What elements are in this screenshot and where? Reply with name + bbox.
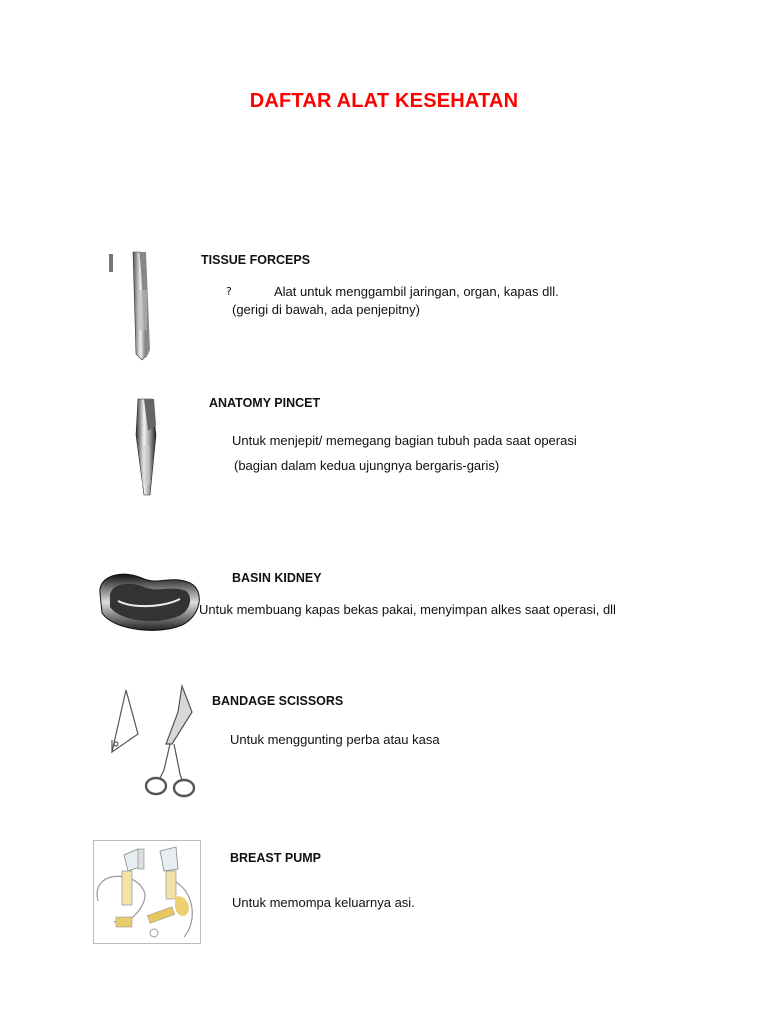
item-desc-bandage-scissors-1: Untuk menggunting perba atau kasa [230, 732, 440, 747]
bandage-scissors-image [104, 682, 200, 802]
item-desc-tissue-forceps-1: Alat untuk menggambil jaringan, organ, kapas dll. [274, 284, 559, 299]
bullet-icon: ? [226, 285, 232, 298]
item-heading-bandage-scissors: BANDAGE SCISSORS [212, 694, 344, 708]
breast-pump-icon [94, 841, 200, 943]
bandage-scissors-icon [104, 682, 200, 802]
item-heading-breast-pump: BREAST PUMP [230, 851, 321, 865]
anatomy-pincet-icon [100, 395, 192, 510]
item-desc-breast-pump-1: Untuk memompa keluarnya asi. [232, 895, 415, 910]
tissue-forceps-image [96, 250, 188, 368]
item-heading-basin-kidney: BASIN KIDNEY [232, 571, 322, 585]
item-desc-basin-kidney-1: Untuk membuang kapas bekas pakai, menyimpan alkes saat operasi, dll [199, 602, 616, 617]
item-desc-tissue-forceps-2: (gerigi di bawah, ada penjepitny) [232, 302, 420, 317]
item-heading-tissue-forceps: TISSUE FORCEPS [201, 253, 311, 267]
page-title: DAFTAR ALAT KESEHATAN [249, 90, 519, 112]
kidney-basin-icon [94, 565, 204, 640]
item-desc-anatomy-pincet-1: Untuk menjepit/ memegang bagian tubuh pada saat operasi [232, 433, 577, 448]
anatomy-pincet-image [100, 395, 192, 510]
tissue-forceps-icon [96, 250, 188, 368]
item-desc-anatomy-pincet-2: (bagian dalam kedua ujungnya bergaris-garis) [234, 458, 500, 473]
kidney-basin-image [94, 565, 204, 640]
breast-pump-image [93, 840, 201, 944]
item-heading-anatomy-pincet: ANATOMY PINCET [209, 396, 321, 410]
